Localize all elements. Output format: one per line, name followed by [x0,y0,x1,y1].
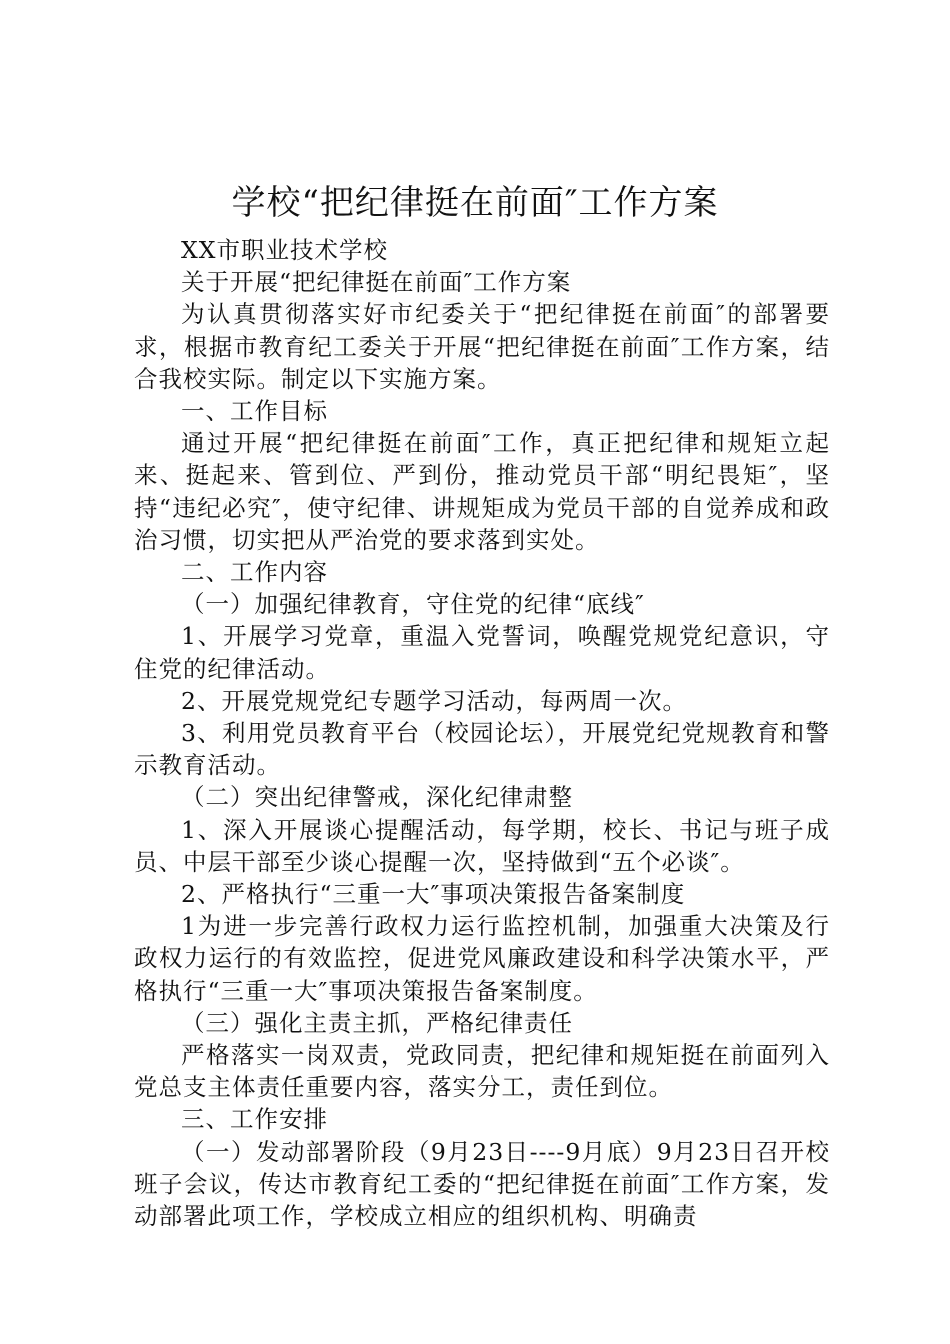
document-title: 学校“把纪律挺在前面″工作方案 [231,183,719,223]
list-item: 2、严格执行“三重一大″事项决策报告备案制度 [181,880,686,909]
section-heading-content: 二、工作内容 [181,558,328,587]
schedule-paragraph: （一）发动部署阶段（9月23日----9月底）9月23日召开校班子会议，传达市教育纪工委的“把纪律挺在前面″工作方案，发动部署此项工作，学校成立相应的组织机构、明确责 [134,1137,830,1231]
section-heading-goals: 一、工作目标 [181,397,328,426]
subsection-heading-3: （三）强化主责主抓，严格纪律责任 [181,1008,573,1037]
school-name: XX市职业技术学校 [181,236,388,264]
responsibility-paragraph: 严格落实一岗双责，党政同责，把纪律和规矩挺在前面列入党总支主体责任重要内容，落实分工，责任到位。 [134,1041,830,1102]
subsection-heading-2: （二）突出纪律警戒，深化纪律肃整 [181,783,573,812]
plan-subtitle: 关于开展“把纪律挺在前面″工作方案 [181,268,572,297]
list-item: 2、开展党规党纪专题学习活动，每两周一次。 [181,686,687,715]
list-item: 1、深入开展谈心提醒活动，每学期，校长、书记与班子成员、中层干部至少谈心提醒一次，坚持做到“五个必谈″。 [134,815,830,876]
document-body [134,234,830,1232]
intro-paragraph: 为认真贯彻落实好市纪委关于“把纪律挺在前面″的部署要求，根据市教育纪工委关于开展“把纪律挺在前面″工作方案，结合我校实际。制定以下实施方案。 [134,300,830,393]
list-item: 3、利用党员教育平台（校园论坛），开展党纪党规教育和警示教育活动。 [134,719,830,780]
goals-paragraph: 通过开展“把纪律挺在前面″工作，真正把纪律和规矩立起来、挺起来、管到位、严到份，推动党员干部“明纪畏矩″，坚持“违纪必究″，使守纪律、讲规矩成为党员干部的自觉养成和政治习惯，切实把从严治党的要求落到实处。 [134,429,830,554]
subsection-heading-1: （一）加强纪律教育，守住党的纪律“底线″ [181,590,645,619]
list-item: 1、开展学习党章，重温入党誓词，唤醒党规党纪意识，守住党的纪律活动。 [134,622,830,683]
list-item: 1为进一步完善行政权力运行监控机制，加强重大决策及行政权力运行的有效监控，促进党风廉政建设和科学决策水平，严格执行“三重一大″事项决策报告备案制度。 [134,912,830,1005]
section-heading-schedule: 三、工作安排 [181,1105,328,1134]
